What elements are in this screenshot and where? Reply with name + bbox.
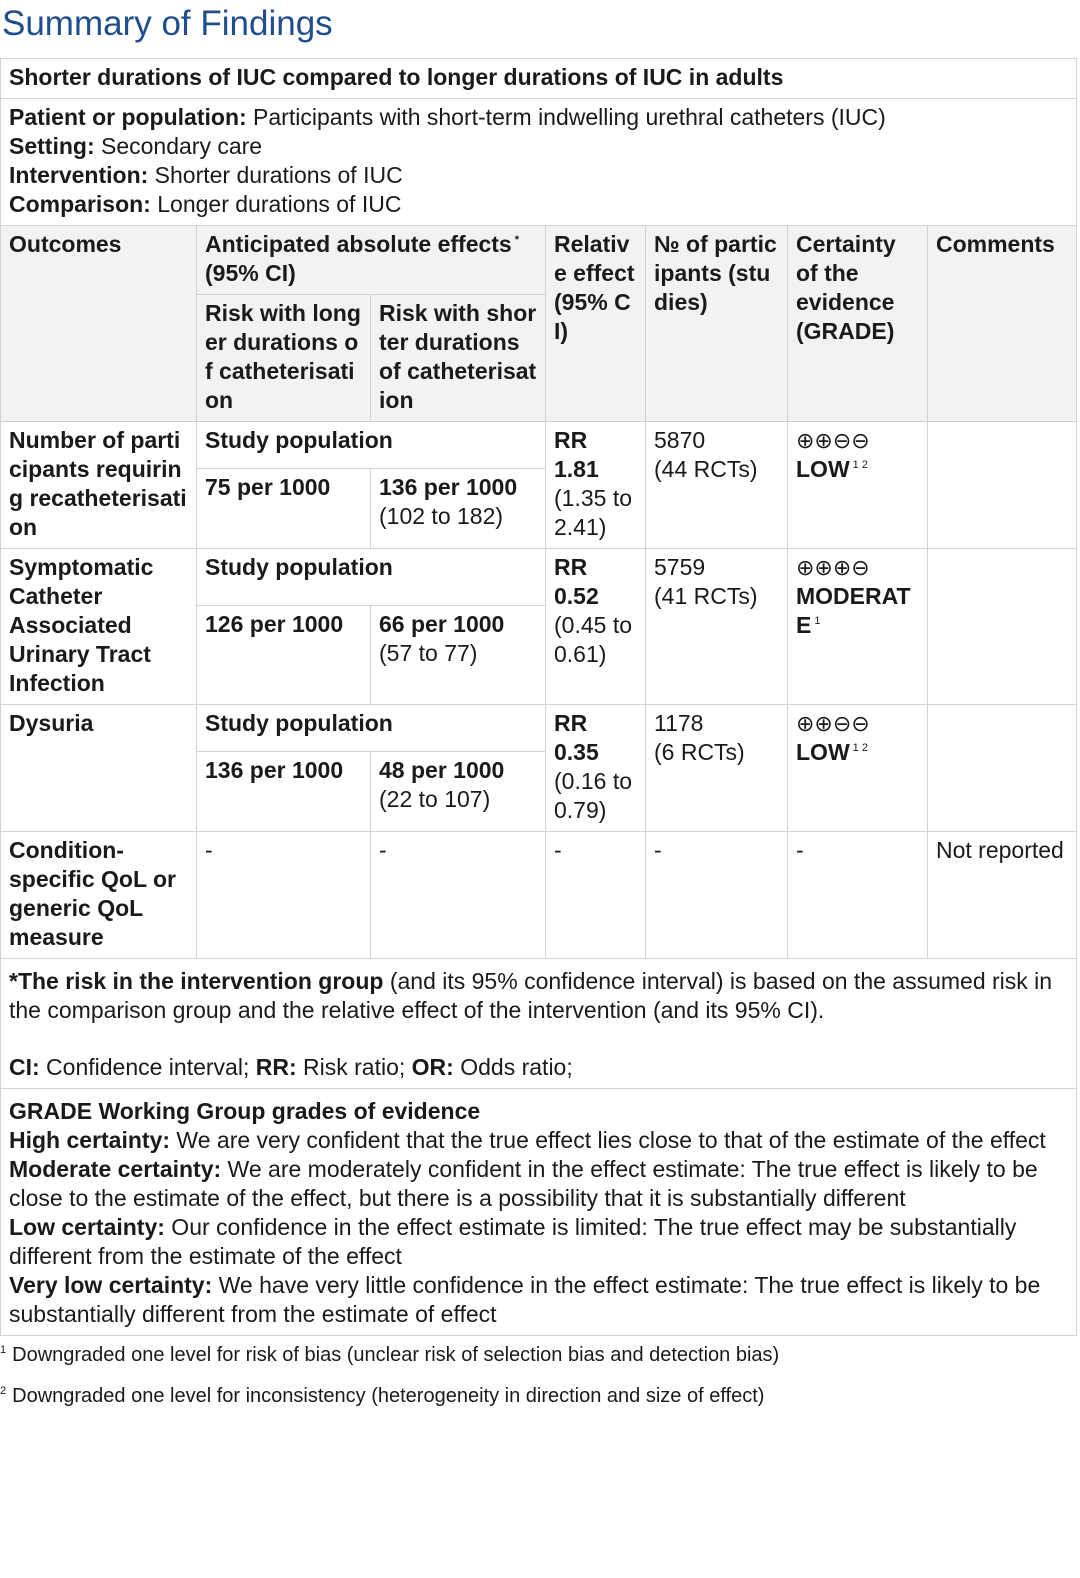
study-population-label: Study population — [197, 422, 546, 469]
table-row — [1, 832, 1077, 959]
footnote-1: $^1$ Downgraded one level for risk of bias (unclear risk of selection bias and detection bias) — [0, 1344, 780, 1366]
certainty-grade: - — [788, 832, 928, 959]
risk-longer-value: - — [197, 832, 371, 959]
intervention-note: *The risk in the intervention group (and its 95% confidence interval) is based on the assumed risk in the comparison group and the relative effect of the intervention (and its 95% CI). — [9, 968, 1053, 1023]
grade-symbols-icon: ⊕⊕⊕⊖ — [796, 555, 870, 580]
header-outcomes: Outcomes — [1, 226, 197, 422]
header-row — [1, 226, 1077, 295]
header-risk-shorter: Risk with shorter durations of catheterisation — [371, 295, 546, 422]
grade-row — [1, 1089, 1077, 1336]
relative-effect: RR 0.52 (0.45 to 0.61) — [546, 549, 646, 705]
risk-shorter-value: 136 per 1000 (102 to 182) — [371, 468, 546, 548]
relative-effect: RR 1.81 (1.35 to 2.41) — [546, 422, 646, 549]
outcome-name: Symptomatic Catheter Associated Urinary Tract Infection — [1, 549, 197, 705]
risk-longer-value: 126 per 1000 — [197, 606, 371, 705]
outcome-name: Number of participants requiring recatheterisation — [1, 422, 197, 549]
table-row — [1, 705, 1077, 752]
risk-shorter-value: 48 per 1000 (22 to 107) — [371, 751, 546, 831]
pico-row — [1, 99, 1077, 226]
pico-block — [1, 99, 1077, 226]
risk-longer-value: 75 per 1000 — [197, 468, 371, 548]
participants-count: 5870 (44 RCTs) — [646, 422, 788, 549]
outcome-name: Dysuria — [1, 705, 197, 832]
risk-shorter-value: 66 per 1000 (57 to 77) — [371, 606, 546, 705]
comments-cell — [928, 705, 1077, 832]
pico-intervention: Intervention: Shorter durations of IUC — [9, 162, 403, 188]
table-row — [1, 422, 1077, 469]
comments-cell: Not reported — [928, 832, 1077, 959]
grade-very-low: Very low certainty: We have very little confidence in the effect estimate: The true effect is likely to be substantially different from the estimate of effect — [9, 1272, 1041, 1327]
pico-population: Patient or population: Participants with short-term indwelling urethral catheters (IUC) — [9, 104, 886, 130]
comments-cell — [928, 549, 1077, 705]
notes-row — [1, 959, 1077, 1089]
relative-effect: - — [546, 832, 646, 959]
outcome-name: Condition-specific QoL or generic QoL measure — [1, 832, 197, 959]
footnote-2: $^2$ Downgraded one level for inconsistency (heterogeneity in direction and size of effect) — [0, 1385, 765, 1407]
summary-of-findings-table — [0, 58, 1077, 1336]
notes-block — [1, 959, 1077, 1089]
risk-shorter-value: - — [371, 832, 546, 959]
pico-setting: Setting: Secondary care — [9, 133, 263, 159]
footnotes — [0, 1342, 1080, 1410]
page-title: Summary of Findings — [2, 4, 333, 43]
pico-comparison: Comparison: Longer durations of IUC — [9, 191, 402, 217]
table-row — [1, 549, 1077, 606]
grade-symbols-icon: ⊕⊕⊖⊖ — [796, 428, 870, 453]
grade-high: High certainty: We are very confident that the true effect lies close to that of the estimate of the effect — [9, 1127, 1046, 1153]
risk-longer-value: 136 per 1000 — [197, 751, 371, 831]
certainty-grade: ⊕⊕⊕⊖ MODERATE $^1$ — [788, 549, 928, 705]
grade-block — [1, 1089, 1077, 1336]
grade-low: Low certainty: Our confidence in the effect estimate is limited: The true effect may be substantially different from the estimate of the effect — [9, 1214, 1017, 1269]
table-title-row — [1, 59, 1077, 99]
study-population-label: Study population — [197, 705, 546, 752]
header-participants: № of participants (studies) — [646, 226, 788, 422]
table-title: Shorter durations of IUC compared to longer durations of IUC in adults — [1, 59, 1077, 99]
comments-cell — [928, 422, 1077, 549]
certainty-grade: ⊕⊕⊖⊖ LOW $^{1 2}$ — [788, 705, 928, 832]
header-relative: Relative effect (95% CI) — [546, 226, 646, 422]
study-population-label: Study population — [197, 549, 546, 606]
grade-moderate: Moderate certainty: We are moderately confident in the effect estimate: The true effect is likely to be close to the estimate of the effect, but there is a possibility that it is substantially different — [9, 1156, 1038, 1211]
participants-count: 1178 (6 RCTs) — [646, 705, 788, 832]
participants-count: - — [646, 832, 788, 959]
certainty-grade: ⊕⊕⊖⊖ LOW $^{1 2}$ — [788, 422, 928, 549]
abbreviations: CI: Confidence interval; RR: Risk ratio; OR: Odds ratio; — [9, 1054, 573, 1080]
grade-heading: GRADE Working Group grades of evidence — [9, 1098, 481, 1124]
participants-count: 5759 (41 RCTs) — [646, 549, 788, 705]
header-anticipated: Anticipated absolute effects * (95% CI) — [197, 226, 546, 295]
header-certainty: Certainty of the evidence (GRADE) — [788, 226, 928, 422]
header-comments: Comments — [928, 226, 1077, 422]
header-risk-longer: Risk with longer durations of catheterisation — [197, 295, 371, 422]
relative-effect: RR 0.35 (0.16 to 0.79) — [546, 705, 646, 832]
grade-symbols-icon: ⊕⊕⊖⊖ — [796, 711, 870, 736]
